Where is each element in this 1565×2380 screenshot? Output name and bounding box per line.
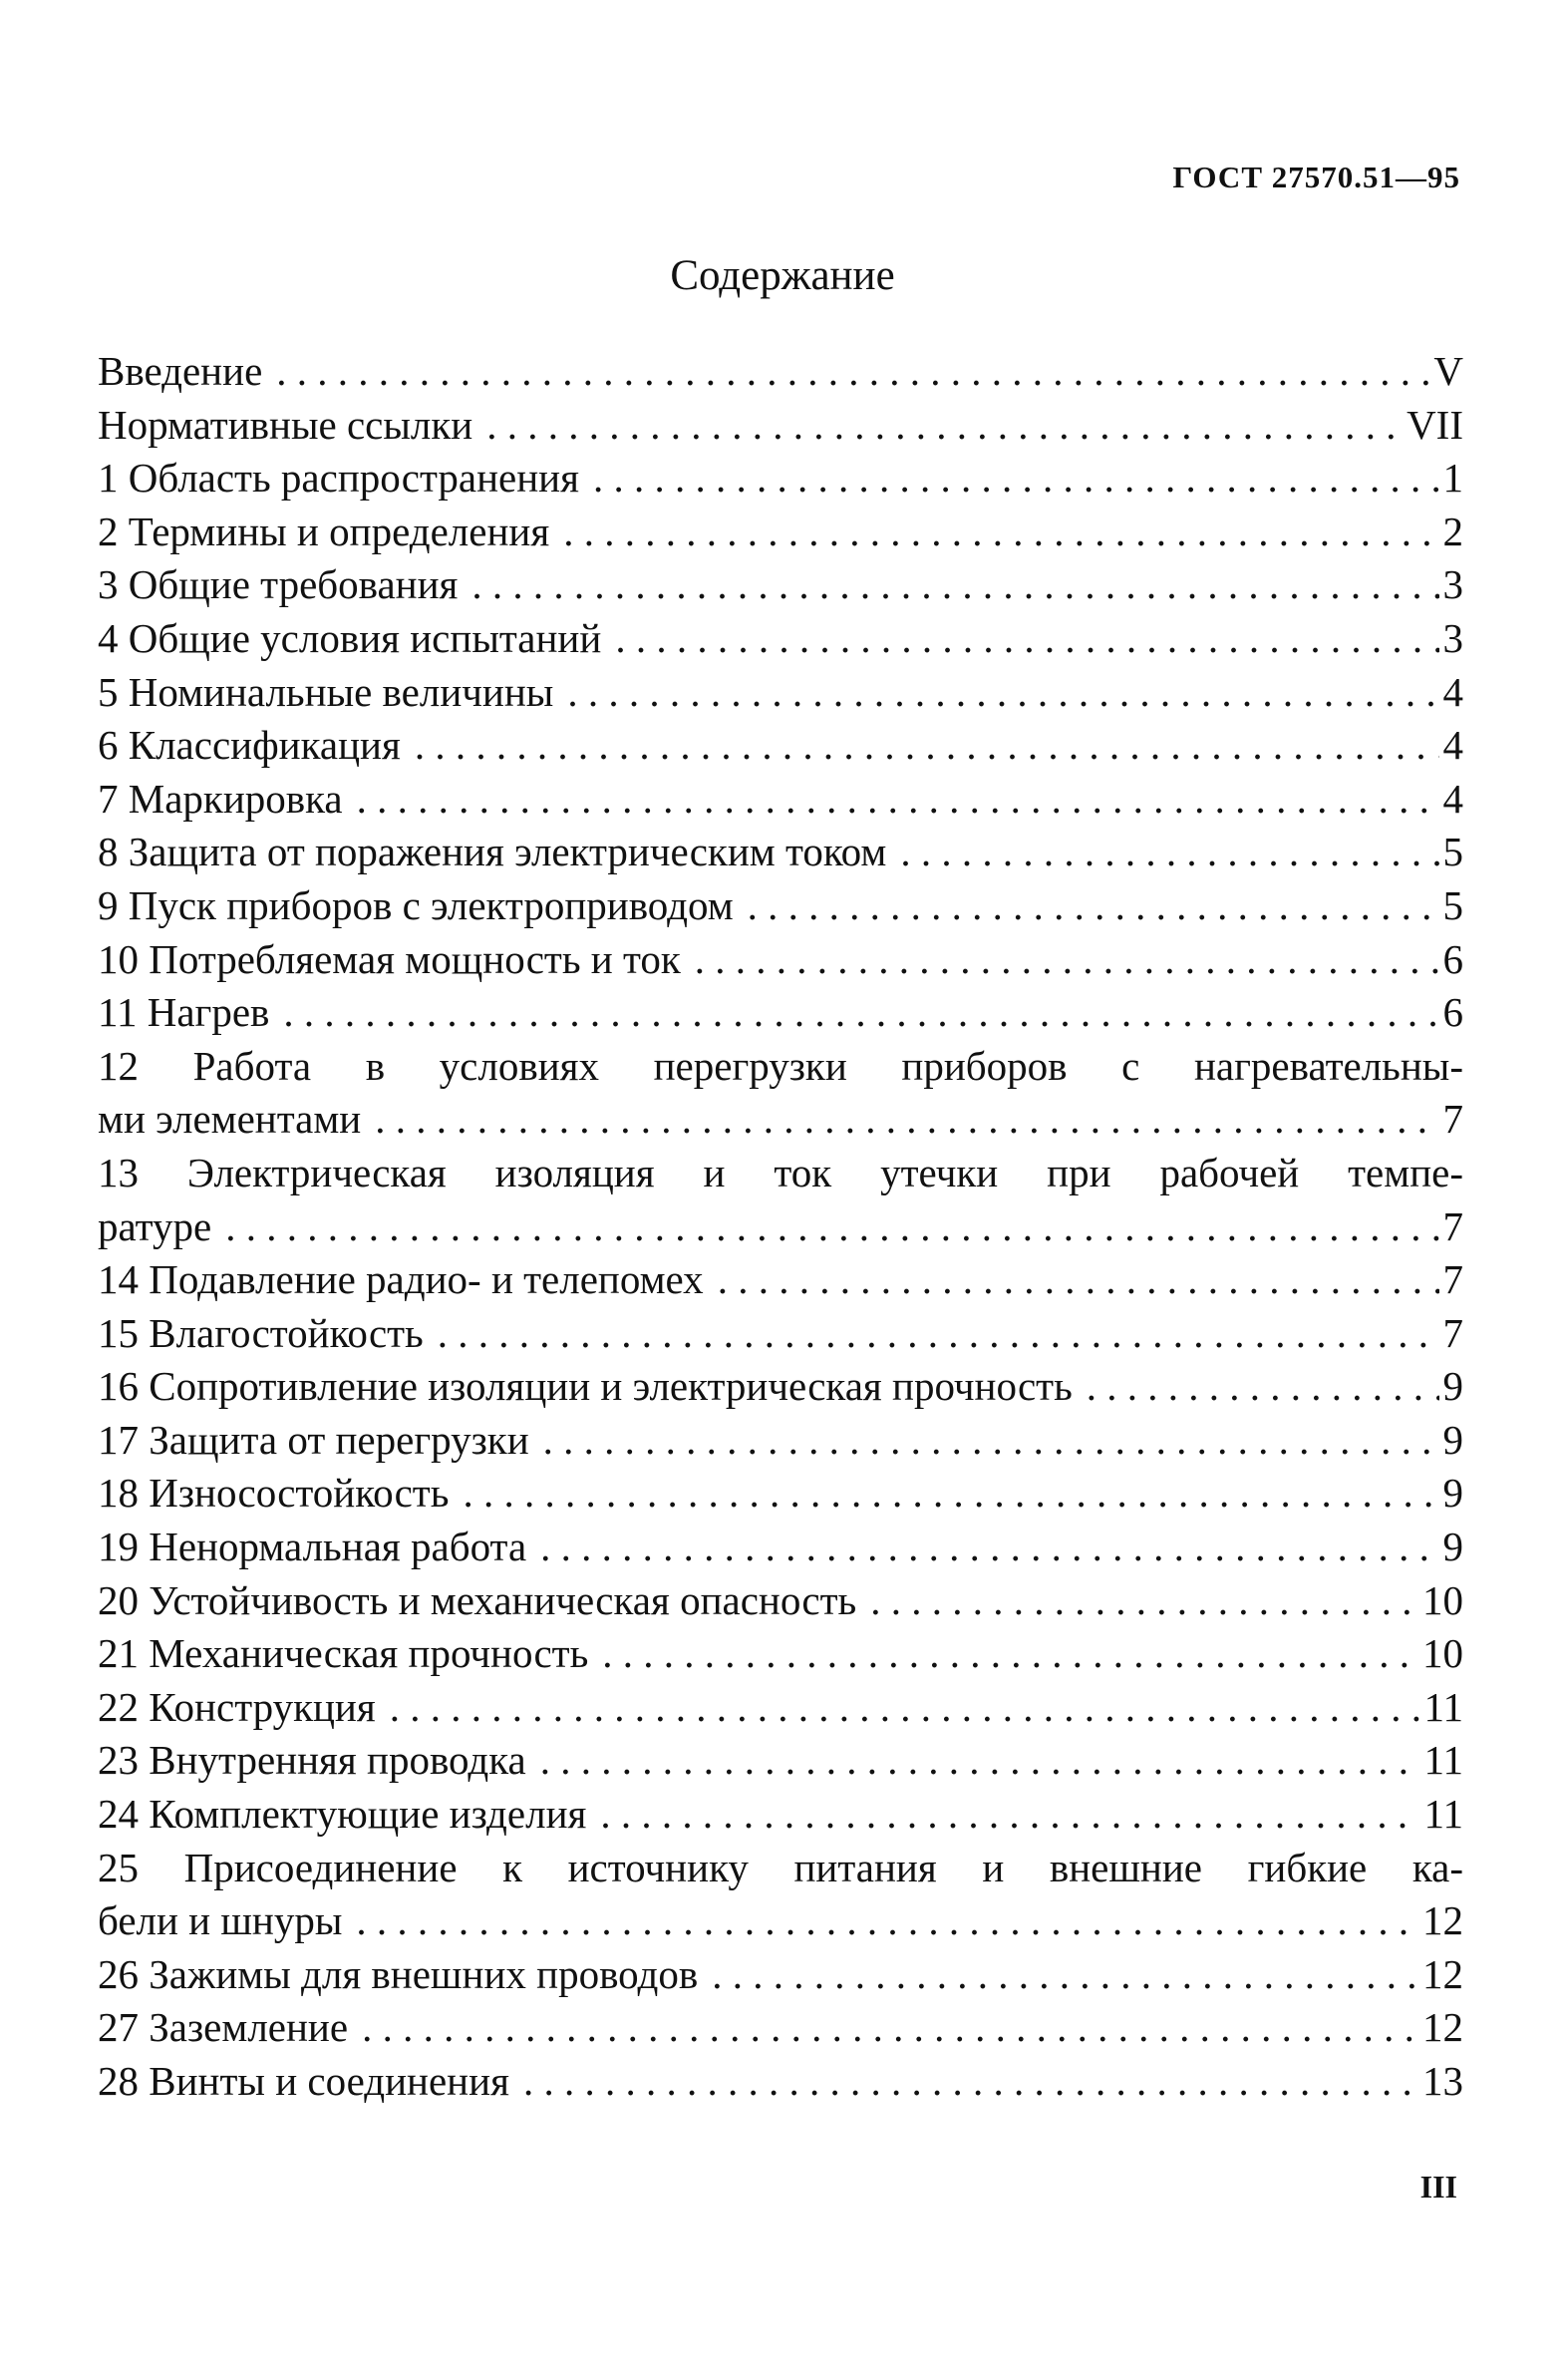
toc-entry-title: 19 Ненормальная работа xyxy=(98,1524,527,1570)
toc-entry-11[interactable] xyxy=(98,986,1463,1040)
toc-entry-page: 12 xyxy=(1422,1897,1463,1944)
toc-entry-17[interactable] xyxy=(98,1414,1463,1468)
toc-entry-title: 26 Зажимы для внешних проводов xyxy=(98,1950,699,1997)
toc-entry-page: 7 xyxy=(1442,1202,1463,1249)
toc-title: Содержание xyxy=(670,252,895,299)
toc-entry-page: 6 xyxy=(1442,935,1463,982)
toc-entry-title: 15 Влагостойкость xyxy=(98,1309,424,1356)
toc-entry-page: 11 xyxy=(1423,1791,1463,1838)
toc-entry-23[interactable] xyxy=(98,1734,1463,1788)
toc-entry-title: 9 Пуск приборов с электроприводом xyxy=(98,881,734,928)
toc-entry-page: 3 xyxy=(1442,614,1463,661)
leader-dots xyxy=(486,399,1403,453)
toc-entry-page: 3 xyxy=(1442,561,1463,608)
toc-entry-page: VII xyxy=(1407,401,1463,448)
toc-entry-title: 25 Присоединение к источнику питания и внешние гибкие ка- xyxy=(98,1844,1463,1890)
toc-entry-page: 10 xyxy=(1422,1576,1463,1623)
toc-entry-page: 5 xyxy=(1442,829,1463,875)
leader-dots xyxy=(390,1681,1420,1735)
toc-entry-page: 6 xyxy=(1442,989,1463,1036)
toc-entry-page: 9 xyxy=(1442,1524,1463,1570)
toc-entry-10[interactable] xyxy=(98,933,1463,987)
leader-dots xyxy=(543,1414,1439,1468)
toc-entry-27[interactable] xyxy=(98,2001,1463,2055)
toc-entry-4[interactable] xyxy=(98,612,1463,666)
toc-entry-title: 7 Маркировка xyxy=(98,775,343,822)
toc-entry-5[interactable] xyxy=(98,666,1463,720)
toc-entry-12-line1[interactable] xyxy=(98,1040,1463,1094)
toc-entry-7[interactable] xyxy=(98,773,1463,827)
toc-entry-page: 4 xyxy=(1442,775,1463,822)
toc-entry-title: 12 Работа в условиях перегрузки приборов с нагревательны- xyxy=(98,1042,1463,1089)
toc-entry-normative-references[interactable] xyxy=(98,399,1463,453)
leader-dots xyxy=(540,1734,1420,1788)
toc-entry-9[interactable] xyxy=(98,879,1463,933)
toc-entry-page: 11 xyxy=(1423,1737,1463,1784)
leader-dots xyxy=(718,1253,1439,1307)
toc-entry-title: Нормативные ссылки xyxy=(98,401,473,448)
toc-entry-title: 14 Подавление радио- и телепомех xyxy=(98,1256,704,1303)
leader-dots xyxy=(438,1307,1439,1361)
leader-dots xyxy=(276,345,1429,399)
toc-entry-page: V xyxy=(1433,348,1463,394)
toc-entry-title: 23 Внутренняя проводка xyxy=(98,1737,526,1784)
toc-entry-title: 21 Механическая прочность xyxy=(98,1630,589,1677)
table-of-contents xyxy=(98,345,1463,2109)
toc-entry-title: Введение xyxy=(98,348,263,394)
toc-entry-title: 5 Номинальные величины xyxy=(98,668,554,715)
toc-entry-19[interactable] xyxy=(98,1521,1463,1574)
toc-entry-title: 22 Конструкция xyxy=(98,1683,376,1730)
leader-dots xyxy=(900,826,1438,879)
leader-dots xyxy=(523,2055,1418,2109)
toc-entry-title: 13 Электрическая изоляция и ток утечки при рабочей темпе- xyxy=(98,1149,1463,1195)
leader-dots xyxy=(600,1788,1419,1842)
toc-entry-title: 4 Общие условия испытаний xyxy=(98,614,602,661)
leader-dots xyxy=(356,1894,1418,1948)
leader-dots xyxy=(563,506,1438,559)
toc-entry-21[interactable] xyxy=(98,1627,1463,1681)
toc-entry-20[interactable] xyxy=(98,1574,1463,1628)
toc-entry-page: 4 xyxy=(1442,668,1463,715)
toc-entry-title: 16 Сопротивление изоляции и электрическая прочность xyxy=(98,1363,1073,1410)
leader-dots xyxy=(1087,1360,1439,1414)
toc-entry-page: 10 xyxy=(1422,1630,1463,1677)
toc-entry-3[interactable] xyxy=(98,558,1463,612)
toc-entry-page: 7 xyxy=(1442,1256,1463,1303)
leader-dots xyxy=(471,558,1438,612)
toc-entry-18[interactable] xyxy=(98,1467,1463,1521)
toc-entry-page: 12 xyxy=(1422,2004,1463,2051)
toc-entry-title: 6 Классификация xyxy=(98,722,401,769)
leader-dots xyxy=(712,1948,1418,2002)
leader-dots xyxy=(362,2001,1418,2055)
toc-entry-title: 17 Защита от перегрузки xyxy=(98,1416,529,1463)
toc-entry-22[interactable] xyxy=(98,1681,1463,1735)
toc-entry-28[interactable] xyxy=(98,2055,1463,2109)
toc-entry-page: 4 xyxy=(1442,722,1463,769)
toc-entry-24[interactable] xyxy=(98,1788,1463,1842)
leader-dots xyxy=(225,1200,1438,1254)
toc-entry-introduction[interactable] xyxy=(98,345,1463,399)
toc-entry-page: 5 xyxy=(1442,881,1463,928)
toc-entry-title: 20 Устойчивость и механическая опасность xyxy=(98,1576,857,1623)
leader-dots xyxy=(283,986,1438,1040)
toc-entry-25-line2[interactable] xyxy=(98,1894,1463,1948)
toc-entry-13-line2[interactable] xyxy=(98,1200,1463,1254)
toc-entry-title: 18 Износостойкость xyxy=(98,1470,450,1517)
toc-entry-8[interactable] xyxy=(98,826,1463,879)
toc-entry-title: 24 Комплектующие изделия xyxy=(98,1791,587,1838)
toc-entry-page: 1 xyxy=(1442,455,1463,502)
toc-entry-16[interactable] xyxy=(98,1360,1463,1414)
leader-dots xyxy=(870,1574,1418,1628)
leader-dots xyxy=(463,1467,1438,1521)
document-code: ГОСТ 27570.51—95 xyxy=(1172,160,1460,194)
toc-entry-13-line1[interactable] xyxy=(98,1147,1463,1200)
toc-entry-12-line2[interactable] xyxy=(98,1093,1463,1147)
leader-dots xyxy=(567,666,1438,720)
toc-entry-title-continued: ми элементами xyxy=(98,1096,362,1143)
toc-entry-title-continued: ратуре xyxy=(98,1202,212,1249)
toc-entry-1[interactable] xyxy=(98,452,1463,506)
leader-dots xyxy=(540,1521,1438,1574)
page-number: III xyxy=(1419,2169,1457,2205)
toc-entry-page: 9 xyxy=(1442,1470,1463,1517)
toc-entry-15[interactable] xyxy=(98,1307,1463,1361)
toc-entry-title: 10 Потребляемая мощность и ток xyxy=(98,935,681,982)
leader-dots xyxy=(615,612,1438,666)
toc-entry-page: 2 xyxy=(1442,508,1463,554)
toc-entry-14[interactable] xyxy=(98,1253,1463,1307)
leader-dots xyxy=(593,452,1439,506)
toc-entry-page: 9 xyxy=(1442,1416,1463,1463)
toc-entry-title: 1 Область распространения xyxy=(98,455,579,502)
toc-entry-title: 2 Термины и определения xyxy=(98,508,550,554)
toc-entry-title-continued: бели и шнуры xyxy=(98,1897,343,1944)
leader-dots xyxy=(375,1093,1438,1147)
toc-entry-page: 7 xyxy=(1442,1096,1463,1143)
leader-dots xyxy=(415,719,1439,773)
leader-dots xyxy=(357,773,1439,827)
leader-dots xyxy=(695,933,1439,987)
toc-entry-title: 3 Общие требования xyxy=(98,561,459,608)
toc-entry-page: 13 xyxy=(1422,2058,1463,2104)
toc-entry-page: 12 xyxy=(1422,1950,1463,1997)
toc-entry-title: 8 Защита от поражения электрическим током xyxy=(98,829,887,875)
toc-entry-2[interactable] xyxy=(98,506,1463,559)
toc-entry-title: 28 Винты и соединения xyxy=(98,2058,509,2104)
leader-dots xyxy=(602,1627,1418,1681)
leader-dots xyxy=(748,879,1439,933)
toc-entry-page: 11 xyxy=(1423,1683,1463,1730)
toc-entry-25-line1[interactable] xyxy=(98,1842,1463,1895)
toc-entry-title: 27 Заземление xyxy=(98,2004,349,2051)
toc-entry-page: 7 xyxy=(1442,1309,1463,1356)
toc-entry-page: 9 xyxy=(1442,1363,1463,1410)
toc-entry-26[interactable] xyxy=(98,1948,1463,2002)
toc-entry-6[interactable] xyxy=(98,719,1463,773)
toc-entry-title: 11 Нагрев xyxy=(98,989,270,1036)
